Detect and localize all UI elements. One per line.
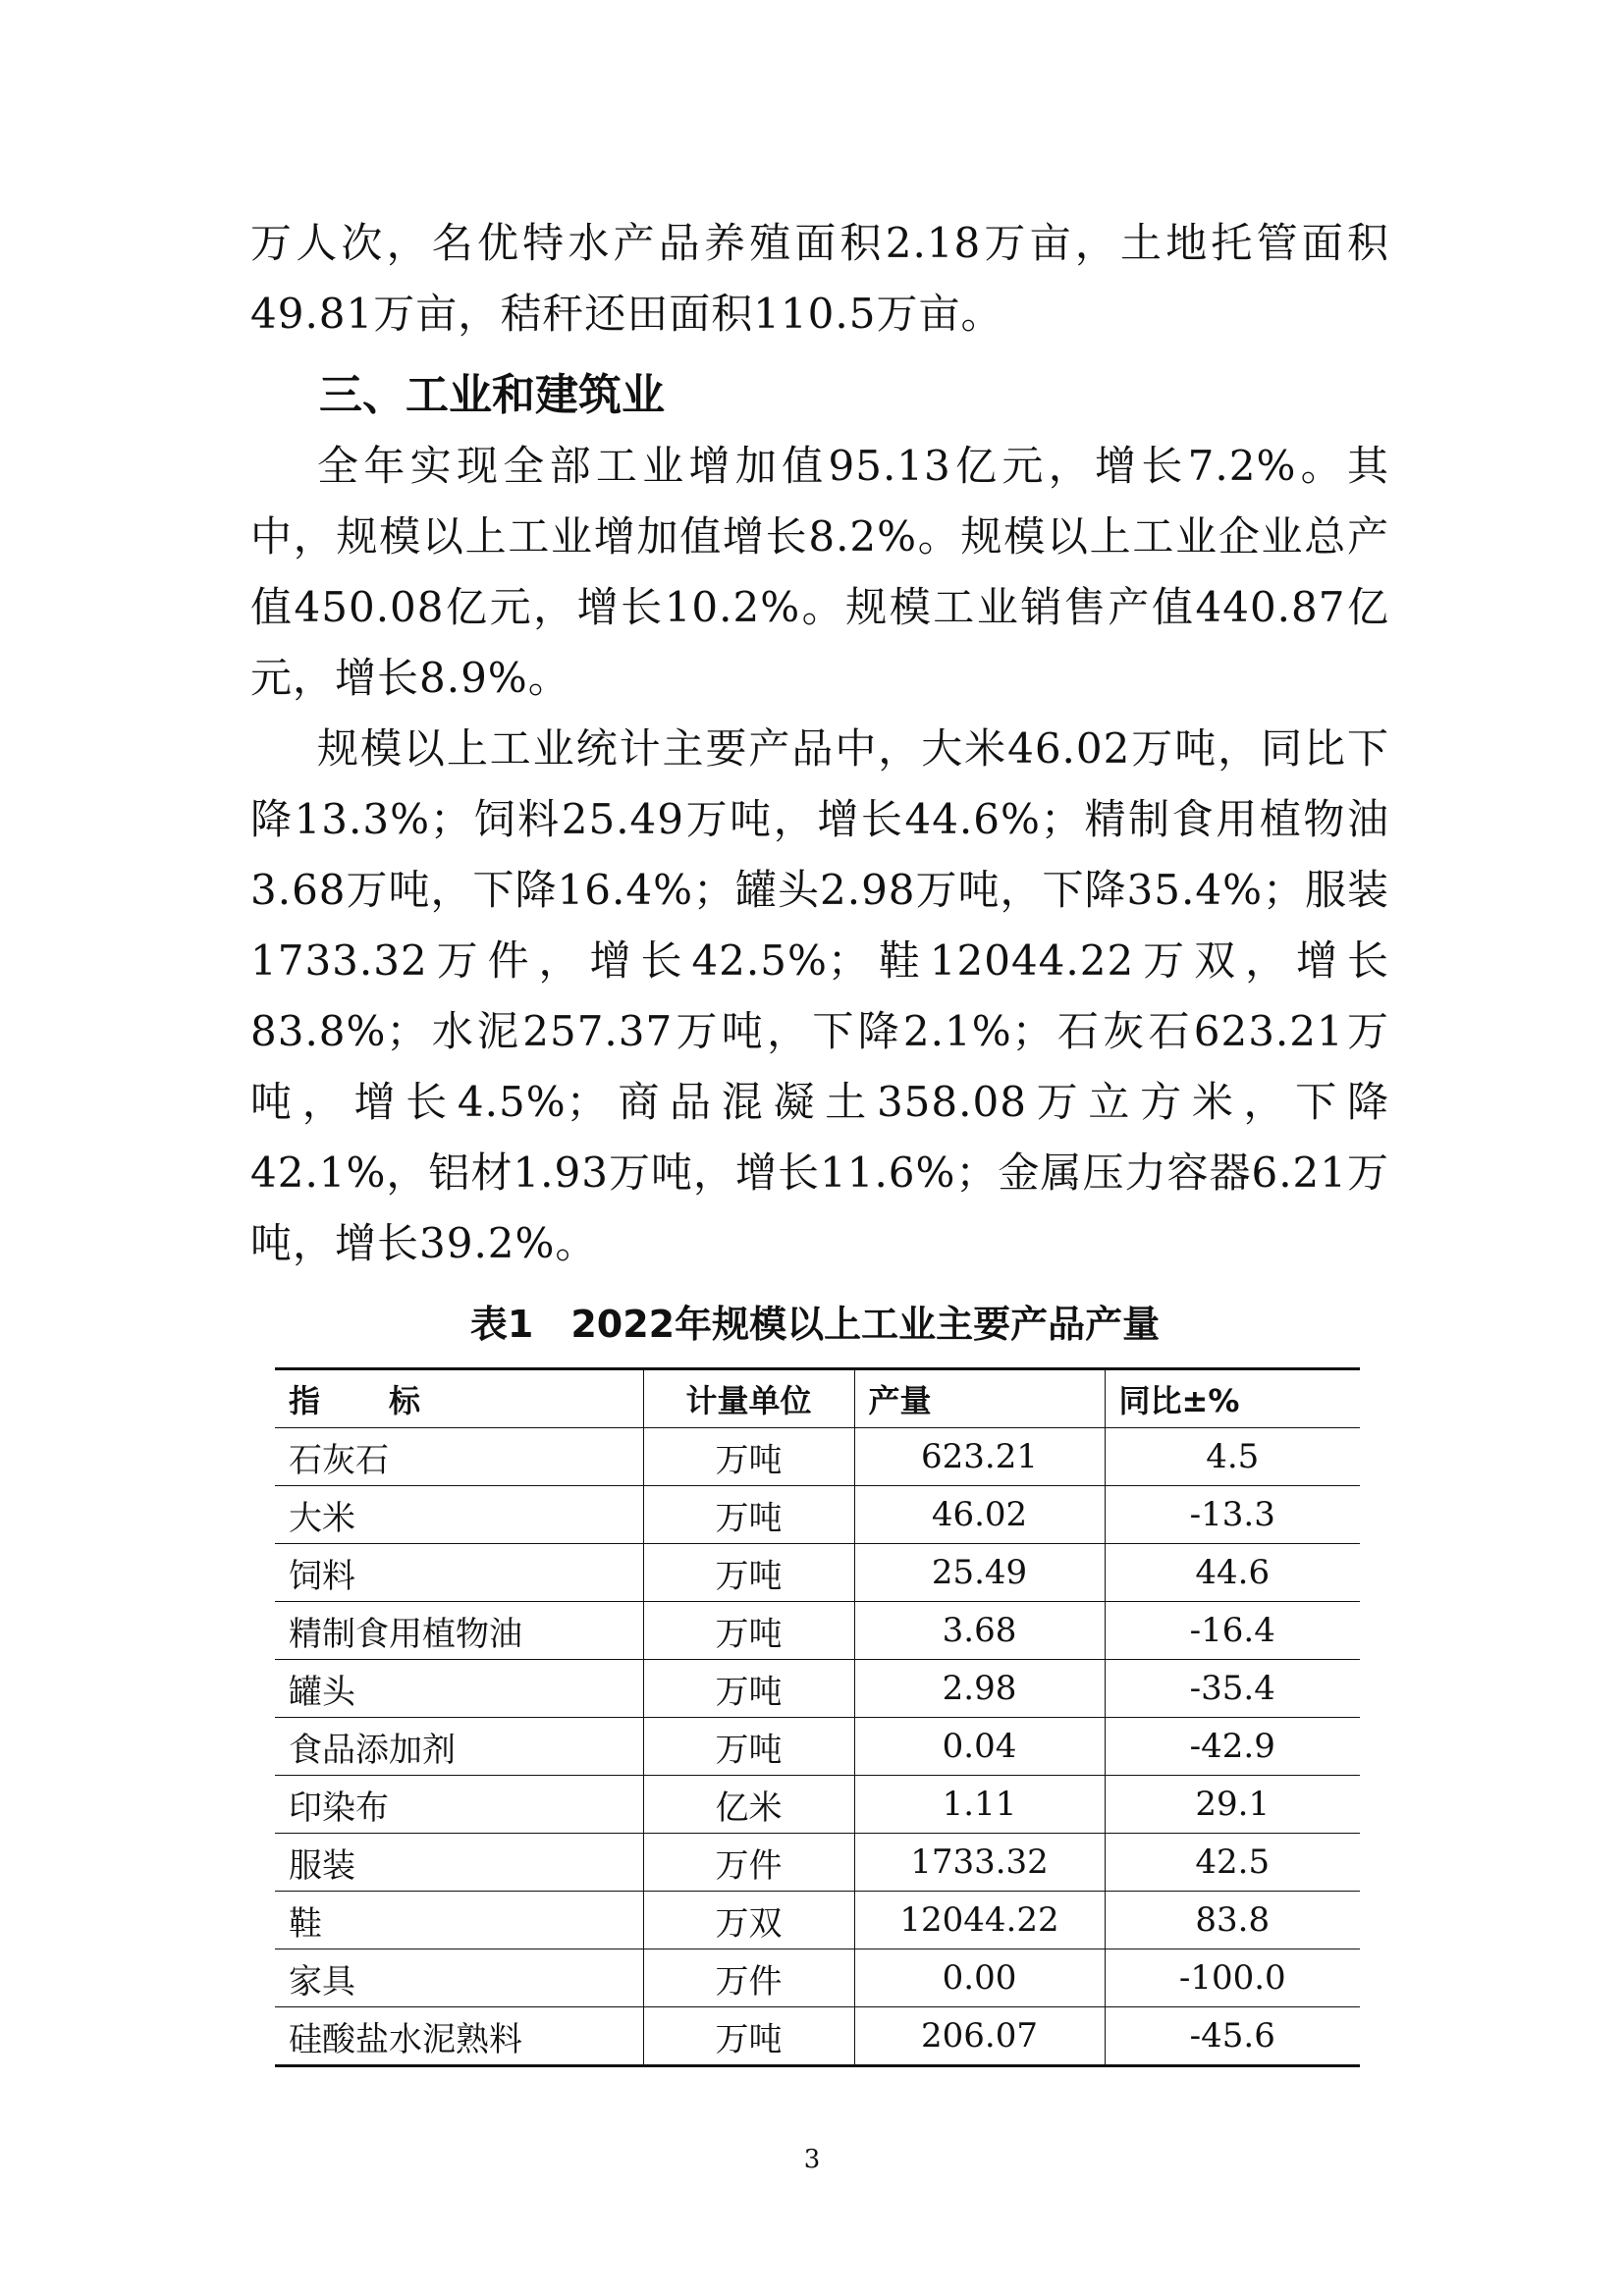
cell-yoy: -42.9 (1105, 1718, 1360, 1776)
cell-indicator: 家具 (275, 1949, 643, 2007)
cell-unit: 万吨 (643, 1428, 854, 1486)
paragraph-continued (250, 208, 1389, 349)
cell-indicator: 大米 (275, 1486, 643, 1544)
cell-output: 623.21 (854, 1428, 1105, 1486)
page-number: 3 (803, 2145, 821, 2174)
cell-yoy: 4.5 (1105, 1428, 1360, 1486)
cell-indicator: 石灰石 (275, 1428, 643, 1486)
table-row (275, 1949, 1360, 2007)
paragraph-text: 规模以上工业统计主要产品中，大米46.02万吨，同比下降13.3%；饲料25.49万吨，增长44.6%；精制食用植物油3.68万吨，下降16.4%；罐头2.98万吨，下降35.4%；服装1733.32万件，增长42.5%；鞋12044.22万双，增长83.8%；水泥257.37万吨，下降2.1%；石灰石623.21万吨，增长4.5%；商品混凝土358.08万立方米，下降42.1%，铝材1.93万吨，增长11.6%；金属压力容器6.21万吨，增长39.2%。 (250, 724, 1389, 1267)
header-indicator: 指标 (275, 1369, 643, 1428)
cell-unit: 万件 (643, 1949, 854, 2007)
table-row (275, 1776, 1360, 1834)
cell-unit: 万吨 (643, 1718, 854, 1776)
cell-unit: 亿米 (643, 1776, 854, 1834)
cell-unit: 万吨 (643, 1602, 854, 1660)
cell-yoy: 29.1 (1105, 1776, 1360, 1834)
table-row (275, 1602, 1360, 1660)
header-yoy: 同比±% (1105, 1369, 1360, 1428)
cell-indicator: 服装 (275, 1834, 643, 1892)
table-row (275, 1834, 1360, 1892)
cell-yoy: -35.4 (1105, 1660, 1360, 1718)
cell-output: 1.11 (854, 1776, 1105, 1834)
cell-output: 12044.22 (854, 1892, 1105, 1949)
paragraph-main-products (250, 714, 1389, 1279)
cell-yoy: 44.6 (1105, 1544, 1360, 1602)
cell-yoy: 42.5 (1105, 1834, 1360, 1892)
table-row (275, 1718, 1360, 1776)
table-header-row (275, 1369, 1360, 1428)
cell-yoy: -13.3 (1105, 1486, 1360, 1544)
table-row (275, 1428, 1360, 1486)
cell-yoy: -16.4 (1105, 1602, 1360, 1660)
table-row (275, 1892, 1360, 1949)
cell-output: 206.07 (854, 2007, 1105, 2066)
table-row (275, 1660, 1360, 1718)
cell-indicator: 饲料 (275, 1544, 643, 1602)
section-heading: 三、工业和建筑业 (319, 370, 665, 420)
cell-unit: 万双 (643, 1892, 854, 1949)
cell-indicator: 食品添加剂 (275, 1718, 643, 1776)
paragraph-text: 万人次，名优特水产品养殖面积2.18万亩，土地托管面积49.81万亩，秸秆还田面积110.5万亩。 (250, 219, 1389, 338)
cell-unit: 万吨 (643, 1486, 854, 1544)
cell-indicator: 精制食用植物油 (275, 1602, 643, 1660)
product-output-table (275, 1367, 1360, 2067)
cell-output: 25.49 (854, 1544, 1105, 1602)
table-row (275, 2007, 1360, 2066)
cell-yoy: -45.6 (1105, 2007, 1360, 2066)
cell-yoy: 83.8 (1105, 1892, 1360, 1949)
table-row (275, 1486, 1360, 1544)
cell-unit: 万吨 (643, 1544, 854, 1602)
cell-yoy: -100.0 (1105, 1949, 1360, 2007)
cell-unit: 万件 (643, 1834, 854, 1892)
cell-unit: 万吨 (643, 2007, 854, 2066)
cell-indicator: 硅酸盐水泥熟料 (275, 2007, 643, 2066)
paragraph-industry-value (250, 431, 1389, 714)
cell-indicator: 鞋 (275, 1892, 643, 1949)
cell-indicator: 印染布 (275, 1776, 643, 1834)
cell-output: 3.68 (854, 1602, 1105, 1660)
header-output: 产量 (854, 1369, 1105, 1428)
cell-output: 46.02 (854, 1486, 1105, 1544)
cell-output: 2.98 (854, 1660, 1105, 1718)
table-body (275, 1428, 1360, 2066)
cell-indicator: 罐头 (275, 1660, 643, 1718)
cell-output: 1733.32 (854, 1834, 1105, 1892)
cell-output: 0.00 (854, 1949, 1105, 2007)
header-unit: 计量单位 (643, 1369, 854, 1428)
cell-unit: 万吨 (643, 1660, 854, 1718)
table-row (275, 1544, 1360, 1602)
cell-output: 0.04 (854, 1718, 1105, 1776)
paragraph-text: 全年实现全部工业增加值95.13亿元，增长7.2%。其中，规模以上工业增加值增长8.2%。规模以上工业企业总产值450.08亿元，增长10.2%。规模工业销售产值440.87亿元，增长8.9%。 (250, 442, 1389, 702)
table-title: 表1 2022年规模以上工业主要产品产量 (469, 1303, 1161, 1346)
